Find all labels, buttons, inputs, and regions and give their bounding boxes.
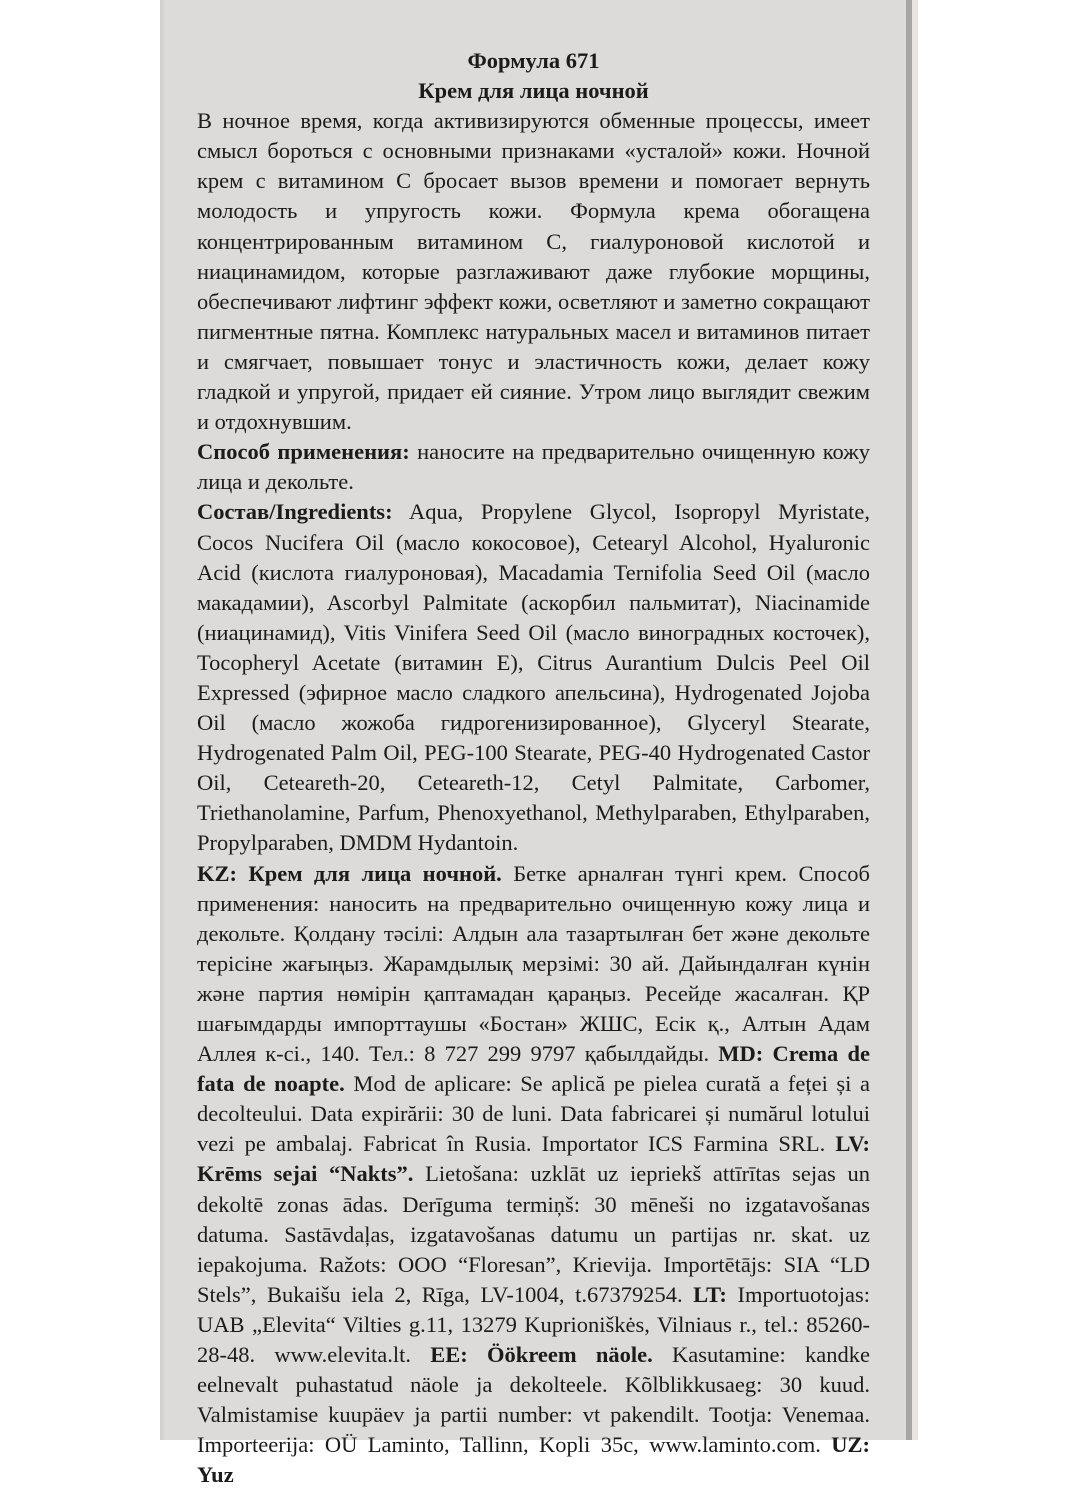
ee-text: Kasutamine: kandke eelnevalt puhastatud näole ja dekolteele. Kõlblikkusaeg: 30 kuud. Valmistamise kuupäev ja partii number: vt pakendilt. Tootja: Venemaa. Importeerija: OÜ Laminto, Tallinn, Kopli 35c, www.laminto.com. [197, 1342, 870, 1458]
md-heading: MD: Crema de fata de noapte. [197, 1041, 870, 1097]
usage-heading: Способ применения: [197, 439, 410, 465]
md-text: Mod de aplicare: Se aplică pe pielea curată a feței și a decolteului. Data expirării: 30 de luni. Data fabricarei și numărul lotului vezi pe ambalaj. Fabricat în Rusia. Importator ICS Farmina SRL. [197, 1071, 870, 1157]
lv-heading: LV: Krēms sejai “Nakts”. [197, 1131, 870, 1187]
lv-text: Lietošana: uzklāt uz iepriekš attīrītas sejas un dekoltē zonas ādas. Derīguma termiņš: 30 mēneši no izgatavošanas datuma. Sastāvdaļas, izgatavošanas datumu un partijas nr. skat. uz iepakojuma. Ražots: OOO “Floresan”, Krievija. Importētājs: SIA “LD Stels”, Bukaišu iela 2, Rīga, LV-1004, t.67379254. [197, 1161, 870, 1307]
usage-section [197, 437, 870, 497]
ee-heading: EE: Öökreem näole. [430, 1342, 653, 1368]
label-text [197, 46, 870, 1491]
ingredients-section [197, 497, 870, 858]
usage-text: наносите на предварительно очищенную кожу лица и декольте. [197, 439, 871, 495]
kz-heading: KZ: Крем для лица ночной. [197, 860, 502, 886]
lt-text: Importuotojas: UAB „Elevita“ Vilties g.11, 13279 Kuprioniškės, Vilniaus r., tel.: 85260-28-48. www.elevita.lt. [197, 1281, 871, 1368]
lt-heading: LT: [693, 1281, 727, 1307]
product-name: Крем для лица ночной [418, 78, 649, 104]
ingredients-heading: Состав/Ingredients: [197, 499, 393, 525]
ingredients-text: Aqua, Propylene Glycol, Isopropyl Myristate, Cocos Nucifera Oil (масло кокосовое), Cetearyl Alcohol, Hyaluronic Acid (кислота гиалуроновая), Macadamia Ternifolia Seed Oil (масло макадамии), Ascorbyl Palmitate (аскорбил пальмитат), Niacinamide (ниацинамид), Vitis Vinifera Seed Oil (масло виноградных косточек), Tocopheryl Acetate (витамин E), Citrus Aurantium Dulcis Peel Oil Expressed (эфирное масло сладкого апельсина), Hydrogenated Jojoba Oil (масло жожоба гидрогенизированное), Glyceryl Stearate, Hydrogenated Palm Oil, PEG-100 Stearate, PEG-40 Hydrogenated Castor Oil, Ceteareth-20, Ceteareth-12, Cetyl Palmitate, Carbomer, Triethanolamine, Parfum, Phenoxyethanol, Methylparaben, Ethylparaben, Propylparaben, DMDM Hydantoin. [197, 499, 870, 856]
box-edge-light [912, 0, 918, 1440]
kz-text: Бетке арналған түнгі крем. Способ применения: наносить на предварительно очищенную кожу лица и декольте. Қолдану тәсілі: Алдын ала тазартылған бет және декольте терісіне жағыңыз. Жарамдылық мерзімі: 30 ай. Дайындалған күнін және партия нөмірін қаптамадан қараңыз. Ресейде жасалған. ҚР шағымдарды импорттаушы «Бостан» ЖШС, Есік қ., Алтын Адам Аллея к-сі., 140. Тел.: 8 727 299 9797 қабылдайды. [197, 860, 870, 1067]
multilang-section [197, 859, 870, 1491]
uz-heading: UZ: Yuz [197, 1432, 870, 1488]
description: В ночное время, когда активизируются обменные процессы, имеет смысл бороться с основными признаками «усталой» кожи. Ночной крем с витамином С бросает вызов времени и помогает вернуть молодость и упругость кожи. Формула крема обогащена концентрированным витамином С, гиалуроновой кислотой и ниацинамидом, которые разглаживают даже глубокие морщины, обеспечивают лифтинг эффект кожи, осветляют и заметно сокращают пигментные пятна. Комплекс натуральных масел и витаминов питает и смягчает, повышает тонус и эластичность кожи, делает кожу гладкой и упругой, придает ей сияние. Утром лицо выглядит свежим и отдохнувшим. [197, 108, 870, 435]
formula-title: Формула 671 [467, 48, 600, 73]
